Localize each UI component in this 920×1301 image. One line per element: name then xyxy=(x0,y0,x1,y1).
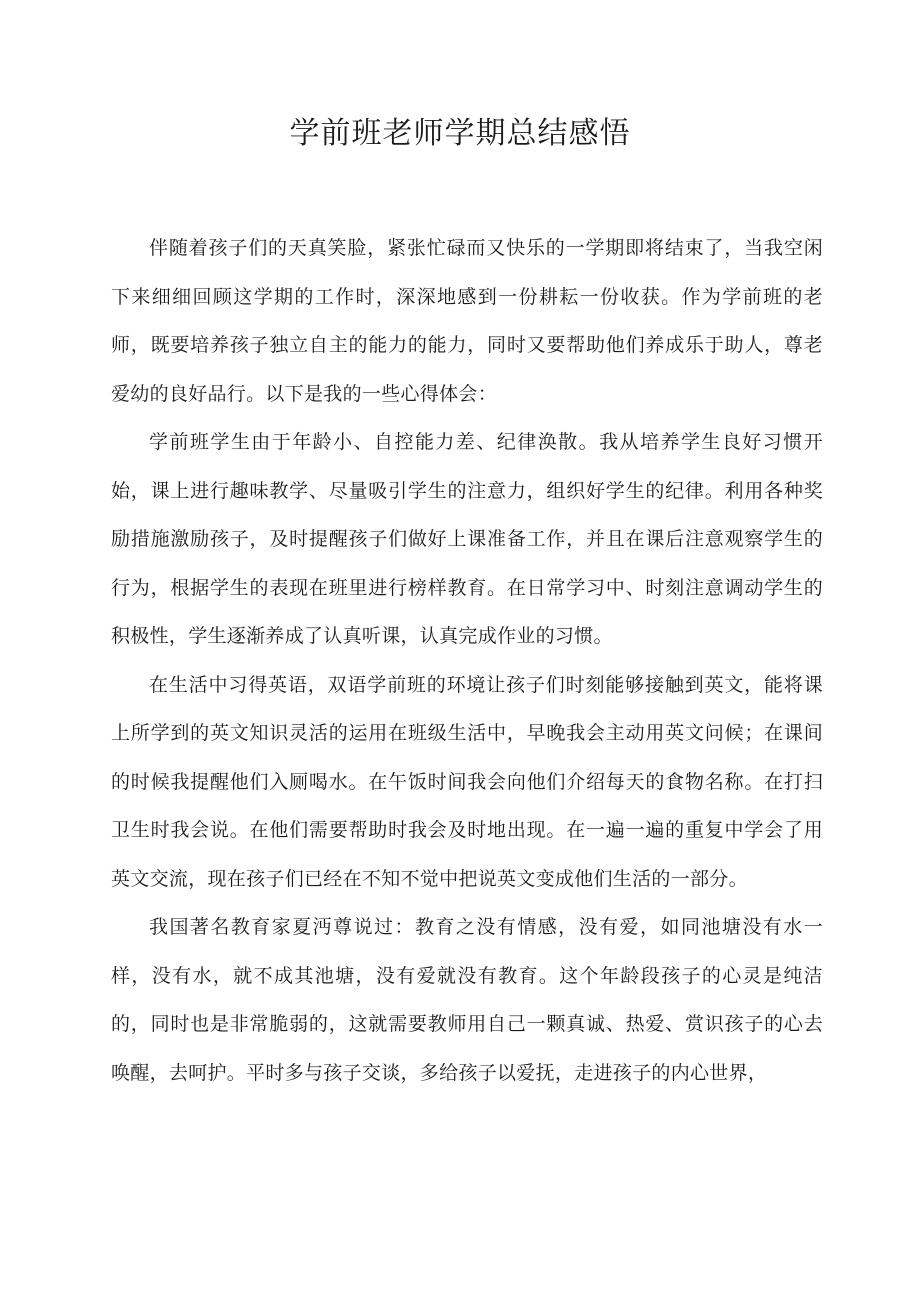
document-body xyxy=(111,224,823,1097)
document-title: 学前班老师学期总结感悟 xyxy=(289,116,631,151)
paragraph-discipline: 学前班学生由于年龄小、自控能力差、纪律涣散。我从培养学生良好习惯开始，课上进行趣味教学、尽量吸引学生的注意力，组织好学生的纪律。利用各种奖励措施激励孩子，及时提醒孩子们做好上课准备工作，并且在课后注意观察学生的行为，根据学生的表现在班里进行榜样教育。在日常学习中、时刻注意调动学生的积极性，学生逐渐养成了认真听课，认真完成作业的习惯。 xyxy=(111,431,823,647)
paragraph-love: 我国著名教育家夏沔尊说过：教育之没有情感，没有爱，如同池塘没有水一样，没有水，就不成其池塘，没有爱就没有教育。这个年龄段孩子的心灵是纯洁的，同时也是非常脆弱的，这就需要教师用自己一颗真诚、热爱、赏识孩子的心去唤醒，去呵护。平时多与孩子交谈，多给孩子以爱抚，走进孩子的内心世界， xyxy=(111,916,823,1084)
paragraph-english: 在生活中习得英语，双语学前班的环境让孩子们时刻能够接触到英文，能将课上所学到的英文知识灵活的运用在班级生活中，早晚我会主动用英文问候；在课间的时候我提醒他们入厕喝水。在午饭时间我会向他们介绍每天的食物名称。在打扫卫生时我会说。在他们需要帮助时我会及时地出现。在一遍一遍的重复中学会了用英文交流，现在孩子们已经在不知不觉中把说英文变成他们生活的一部分。 xyxy=(111,673,823,890)
paragraph-intro: 伴随着孩子们的天真笑脸，紧张忙碌而又快乐的一学期即将结束了，当我空闲下来细细回顾这学期的工作时，深深地感到一份耕耘一份收获。作为学前班的老师，既要培养孩子独立自主的能力的能力，同时又要帮助他们养成乐于助人，尊老爱幼的良好品行。以下是我的一些心得体会： xyxy=(111,237,823,405)
